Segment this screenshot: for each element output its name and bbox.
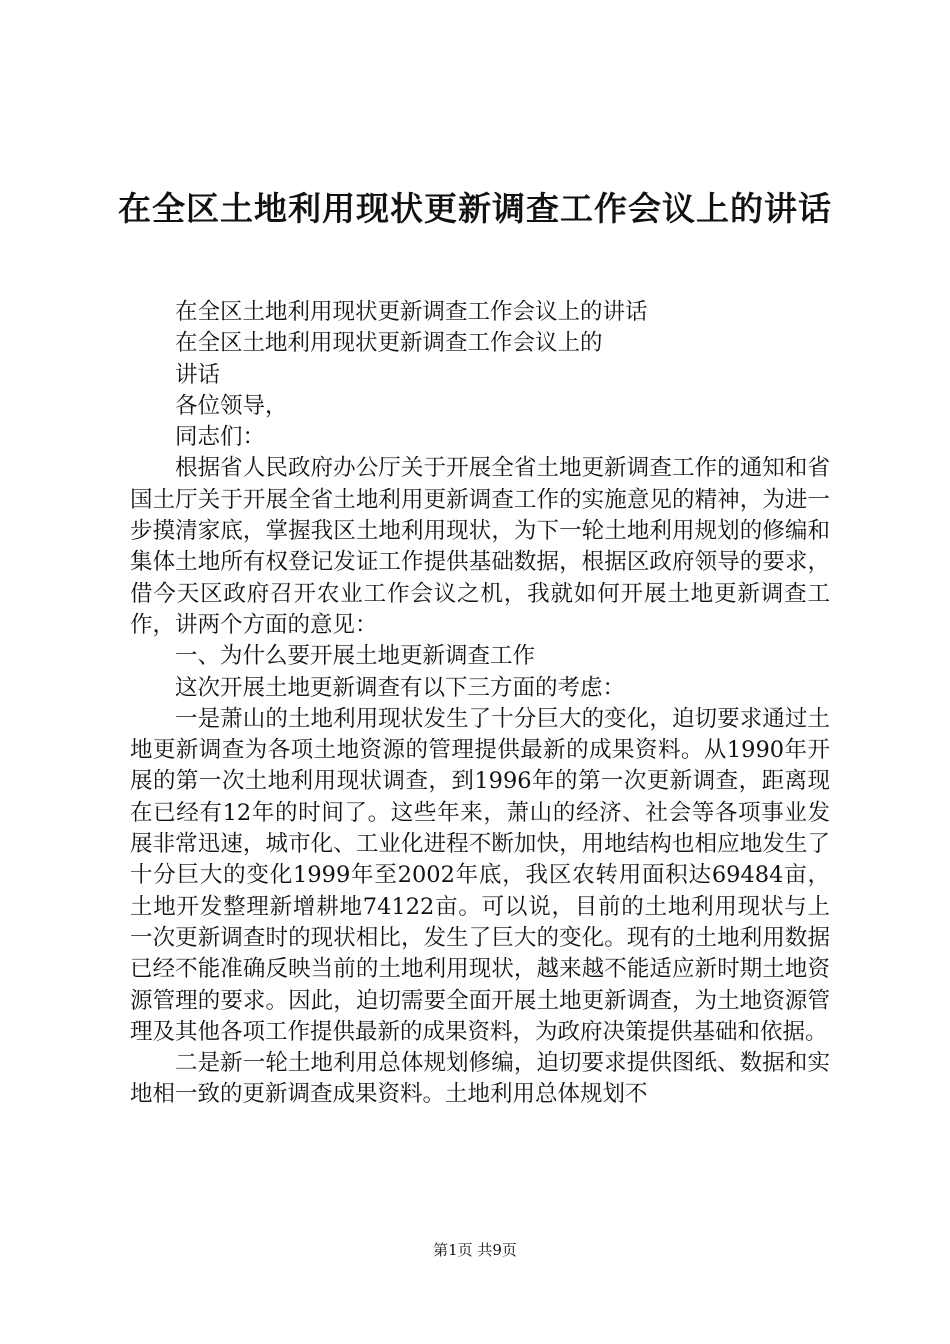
section-heading: 一、为什么要开展土地更新调查工作 bbox=[175, 643, 536, 670]
salutation: 各位领导， bbox=[175, 392, 288, 419]
document-title: 在全区土地利用现状更新调查工作会议上的讲话 bbox=[118, 189, 832, 228]
page-footer: 第1页 共9页 bbox=[433, 1241, 517, 1259]
paragraph: 一是萧山的土地利用现状发生了十分巨大的变化，迫切要求通过土地更新调查为各项土地资源的管理提供最新的成果资料。从1990年开展的第一次土地利用现状调查，到1996年的第一次更新调查，距离现在已经有12年的时间了。这些年来，萧山的经济、社会等各项事业发展非常迅速，城市化、工业化进程不断加快，用地结构也相应地发生了十分巨大的变化1999年至2002年底，我区农转用面积达69484亩，土地开发整理新增耕地74122亩。可以说，目前的土地利用现状与上一次更新调查时的现状相比，发生了巨大的变化。现有的土地利用数据已经不能准确反映当前的土地利用现状，越来越不能适应新时期土地资源管理的要求。因此，迫切需要全面开展土地更新调查，为土地资源管理及其他各项工作提供最新的成果资料，为政府决策提供基础和依据。 bbox=[130, 705, 830, 1045]
paragraph: 这次开展土地更新调查有以下三方面的考虑： bbox=[175, 674, 626, 701]
paragraph: 在全区土地利用现状更新调查工作会议上的讲话 bbox=[175, 299, 648, 325]
paragraph: 在全区土地利用现状更新调查工作会议上的 bbox=[175, 330, 603, 357]
salutation: 同志们： bbox=[175, 424, 266, 451]
paragraph: 讲话 bbox=[175, 361, 221, 388]
paragraph: 二是新一轮土地利用总体规划修编，迫切要求提供图纸、数据和实地相一致的更新调查成果资料。土地利用总体规划不 bbox=[130, 1050, 830, 1108]
paragraph: 根据省人民政府办公厅关于开展全省土地更新调查工作的通知和省国土厅关于开展全省土地利用更新调查工作的实施意见的精神，为进一步摸清家底，掌握我区土地利用现状，为下一轮土地利用规划的修编和集体土地所有权登记发证工作提供基础数据，根据区政府领导的要求，借今天区政府召开农业工作会议之机，我就如何开展土地更新调查工作，讲两个方面的意见： bbox=[130, 455, 830, 638]
document-body bbox=[130, 297, 830, 1111]
